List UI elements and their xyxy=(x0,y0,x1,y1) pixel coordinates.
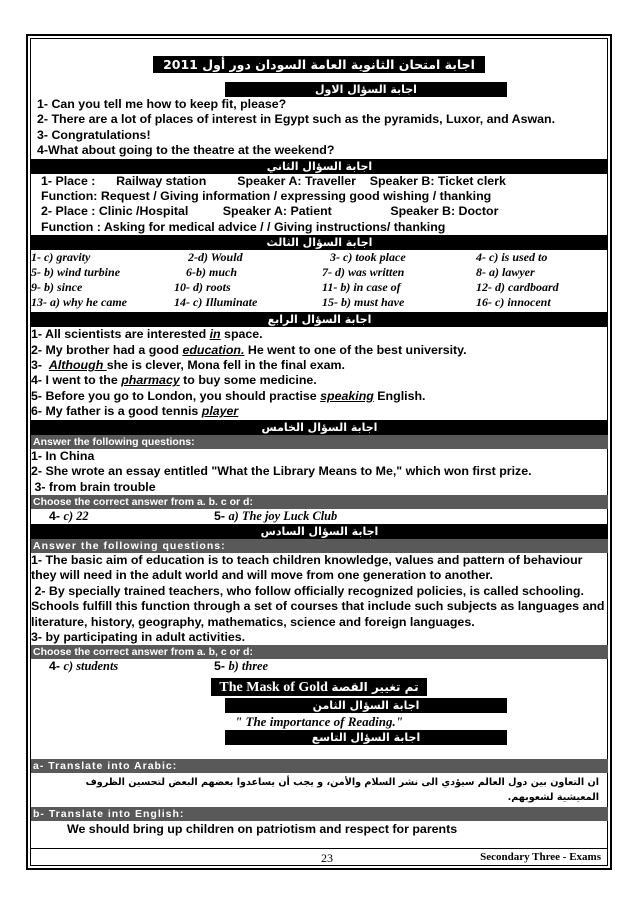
q4-line-6 xyxy=(31,404,607,419)
q4-line-1 xyxy=(31,327,607,342)
title-row xyxy=(31,56,607,74)
q8-header: اجابة السؤال الثامن xyxy=(225,698,507,713)
q3-row-3 xyxy=(31,280,607,295)
q9-instruction-english: b- Translate into English: xyxy=(31,807,608,821)
q1-line-2: 2- There are a lot of places of interest in Egypt such as the pyramids, Luxor, and Aswan. xyxy=(37,112,556,127)
q4-answer-6: player xyxy=(201,404,239,419)
q5-choice-4-num: 4- xyxy=(49,508,61,523)
q3-answer-2: 2-d) Would xyxy=(188,250,243,265)
q4-line-6-text: 6- My father is a good tennis xyxy=(31,404,202,419)
q3-answer-12: 12- d) cardboard xyxy=(476,280,559,295)
q3-answer-9: 9- b) since xyxy=(31,280,83,295)
q4-answer-5: speaking xyxy=(320,388,374,403)
q4-line-5-end: English. xyxy=(373,388,426,403)
q4-line-2 xyxy=(31,343,607,358)
q3-answer-13: 13- a) why he came xyxy=(31,295,127,310)
q3-answer-4: 4- c) is used to xyxy=(476,250,548,265)
q4-line-4 xyxy=(31,373,607,388)
q5-header: اجابة السؤال الخامس xyxy=(31,420,608,435)
q6-paragraph-1: 1- The basic aim of education is to teach children knowledge, values and pattern of behaviour they will need in the adult world and will move from one generation to another. xyxy=(31,552,583,583)
q4-answer-2: education. xyxy=(182,342,245,357)
q5-choice-5-num: 5- xyxy=(214,508,226,523)
q3-answer-16: 16- c) innocent xyxy=(476,295,551,310)
story-change-box xyxy=(211,678,426,696)
q2-function-2: Function : Asking for medical advice / / Giving instructions/ thanking xyxy=(41,219,446,234)
q3-header: اجابة السؤال الثالث xyxy=(31,235,608,250)
q1-line-3: 3- Congratulations! xyxy=(37,127,151,142)
q5-choice-4 xyxy=(49,509,214,524)
q4-line-3 xyxy=(31,358,607,373)
q6-choice-answers xyxy=(31,659,607,674)
q4-line-5-text: 5- Before you go to London, you should practise xyxy=(31,388,321,403)
q6-instruction-questions: Answer the following questions: xyxy=(31,539,608,553)
q3-answer-6: 6-b) much xyxy=(186,265,237,280)
q3-row-1 xyxy=(31,250,607,265)
q2-function-1: Function: Request / Giving information / expressing good wishing / thanking xyxy=(41,189,492,204)
q3-answer-5: 5- b) wind turbine xyxy=(31,265,121,280)
q6-header: اجابة السؤال السادس xyxy=(31,524,608,539)
q5-instruction-choose: Choose the correct answer from a. b. c or d: xyxy=(31,495,608,509)
q4-line-1-text: 1- All scientists are interested xyxy=(31,327,210,342)
q9-spacer xyxy=(31,745,607,759)
q2-header: اجابة السؤال الثاني xyxy=(31,159,608,174)
q8-answer: " The importance of Reading." xyxy=(235,714,403,730)
q3-answer-8: 8- a) lawyer xyxy=(476,265,535,280)
q4-answer-3: Although xyxy=(48,358,107,373)
q4-line-3-end: she is clever, Mona fell in the final exam. xyxy=(106,358,345,373)
q3-answer-7: 7- d) was written xyxy=(322,265,405,280)
page-number: 23 xyxy=(321,851,333,865)
q3-answer-3: 3- c) took place xyxy=(330,250,406,265)
q1-header: اجابة السؤال الاول xyxy=(225,82,507,97)
q3-row-4 xyxy=(31,295,607,310)
q3-answer-1: 1- c) gravity xyxy=(31,250,91,265)
q4-line-3-text: 3- xyxy=(31,358,49,373)
q4-line-4-end: to buy some medicine. xyxy=(179,373,317,388)
q6-choice-5-answer: b) three xyxy=(228,659,269,674)
q6-choice-5 xyxy=(214,659,268,674)
q6-paragraph-3: 3- by participating in adult activities. xyxy=(31,629,246,644)
q9-instruction-arabic: a- Translate into Arabic: xyxy=(31,759,608,773)
q4-line-5 xyxy=(31,389,607,404)
q2-place-1: 1- Place : Railway station Speaker A: Traveller Speaker B: Ticket clerk xyxy=(41,173,506,188)
story-title: The Mask of Gold xyxy=(219,680,328,696)
q5-choice-answers xyxy=(31,509,607,524)
q9-header: اجابة السؤال التاسع xyxy=(225,730,507,745)
q5-line-1: 1- In China xyxy=(31,448,95,463)
q5-instruction-questions: Answer the following questions: xyxy=(31,435,608,449)
q3-answer-11: 11- b) in case of xyxy=(322,280,401,295)
q4-answer-1: in xyxy=(209,327,221,342)
q5-line-3: 3- from brain trouble xyxy=(31,479,156,494)
q9-english-translation: We should bring up children on patriotism and respect for parents xyxy=(67,822,458,837)
story-change-row xyxy=(31,678,607,696)
story-change-note: تم تغيير القصة xyxy=(331,680,419,695)
q6-choice-4-num: 4- xyxy=(49,659,61,674)
footer-label: Secondary Three - Exams xyxy=(480,851,601,863)
q3-answer-14: 14- c) Illuminate xyxy=(174,295,258,310)
q6-instruction-choose: Choose the correct answer from a. b, c or d: xyxy=(31,645,608,659)
q4-header: اجابة السؤال الرابع xyxy=(31,312,608,327)
q6-choice-5-num: 5- xyxy=(214,659,226,674)
q1-line-1: 1- Can you tell me how to keep fit, please? xyxy=(37,97,287,111)
q9-arabic-translation: ان التعاون بين دول العالم سيؤدي الى نشر السلام والأمن، و يجب أن يساعدوا بعضهم البعض لتحسين الظروف المعيشية لشعوبهم. xyxy=(85,777,599,804)
q4-line-4-text: 4- I went to the xyxy=(31,373,122,388)
q5-choice-5 xyxy=(214,509,337,524)
q2-place-2: 2- Place : Clinic /Hospital Speaker A: Patient Speaker B: Doctor xyxy=(41,204,499,219)
q4-line-2-end: He went to one of the best university. xyxy=(244,342,467,357)
q5-choice-4-answer: c) 22 xyxy=(63,508,89,523)
q3-row-2 xyxy=(31,265,607,280)
q3-answer-10: 10- d) roots xyxy=(174,280,231,295)
q3-answer-15: 15- b) must have xyxy=(322,295,405,310)
q6-choice-4 xyxy=(49,659,214,674)
q4-line-2-text: 2- My brother had a good xyxy=(31,342,183,357)
q6-paragraph-2: 2- By specially trained teachers, who follow officially recognized policies, is called schooling. Schools fulfill this function through a set of courses that include such subjects as languages and literature, history, geography, mathematics, science and foreign languages. xyxy=(31,583,608,629)
exam-title: اجابة امتحان الثانوية العامة السودان دور أول 2011 xyxy=(153,56,485,73)
q6-choice-4-answer: c) students xyxy=(63,659,119,674)
page-footer xyxy=(31,848,607,866)
q4-line-1-end: space. xyxy=(220,327,263,342)
q1-line-4: 4-What about going to the theatre at the weekend? xyxy=(37,143,335,158)
q5-choice-5-answer: a) The joy Luck Club xyxy=(228,508,338,523)
q5-line-2: 2- She wrote an essay entitled "What the Library Means to Me," which won first prize. xyxy=(31,464,532,479)
answer-sheet xyxy=(31,56,607,838)
q4-answer-4: pharmacy xyxy=(121,373,180,388)
